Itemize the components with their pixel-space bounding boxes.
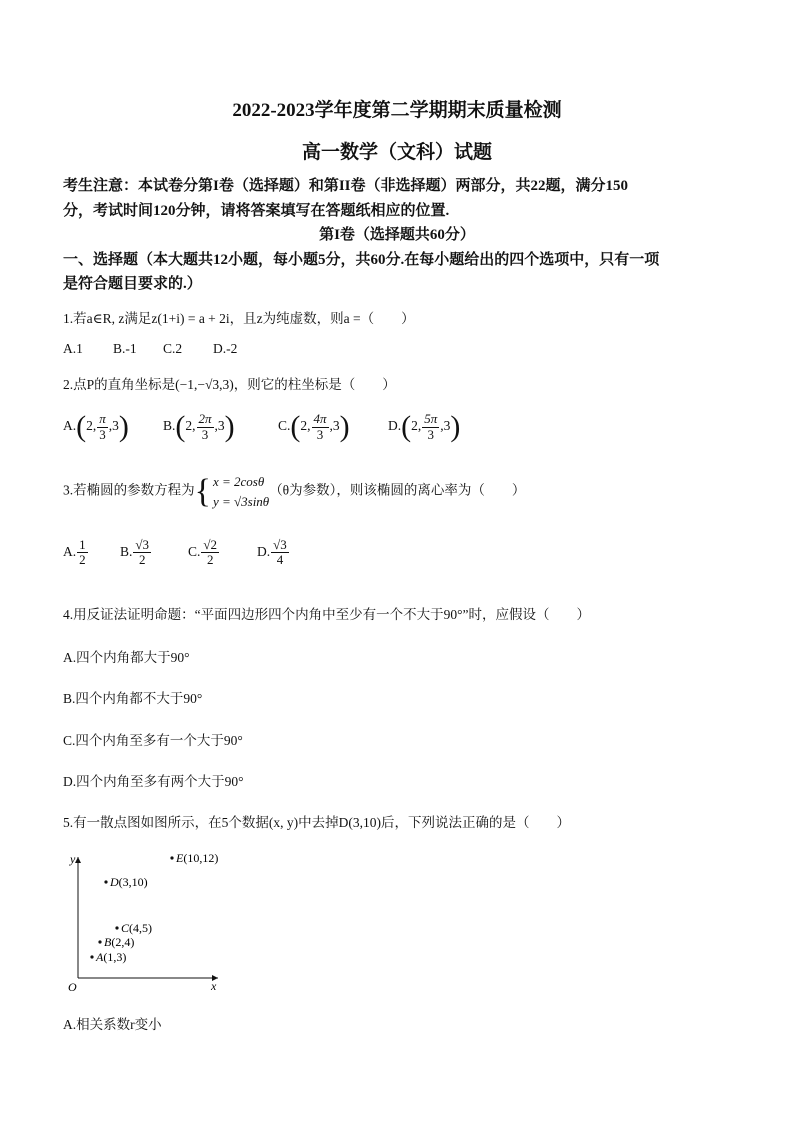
q3-option-a: A. $\frac{1}{2}$ <box>63 537 86 568</box>
q3-option-b: B. $\frac{√3}{2}$ <box>120 537 150 568</box>
y-axis-label: y <box>70 852 76 866</box>
q1-option-d: D.-2 <box>213 341 238 356</box>
origin-label: O <box>68 980 77 994</box>
notice-line-2: 分，考试时间120分钟，请将答案填写在答题纸相应的位置. <box>63 203 450 219</box>
page-subtitle: 高一数学（文科）试题 <box>301 142 492 163</box>
q2-option-b: B.(2, $\frac{2\pi}{3}$ ,3) <box>163 410 235 443</box>
q1-option-a: A.1 <box>63 341 83 356</box>
scatter-point-label-d: D(3,10) <box>110 875 148 889</box>
scatter-point-label-b: B(2,4) <box>104 935 135 949</box>
scatter-plot <box>60 845 240 995</box>
scatter-point-a <box>90 955 93 958</box>
section-title: 第I卷（选择题共60分） <box>319 227 475 243</box>
scatter-point-c <box>115 926 118 929</box>
q4-option-b: B.四个内角都不大于90° <box>63 691 203 706</box>
scatter-point-d <box>104 880 107 883</box>
q4-stem: 4.用反证法证明命题：“平面四边形四个内角中至少有一个不大于90°”时，应假设（ ） <box>63 607 591 622</box>
q2-option-c: C.(2, $\frac{4\pi}{3}$ ,3) <box>278 410 350 443</box>
x-axis-label: x <box>211 979 217 993</box>
q3-stem: 3.若椭圆的参数方程为 { x = 2cosθ y = √3sinθ （θ为参数），则该椭圆的离心率为（ ） <box>63 472 526 510</box>
section-intro-line-2: 是符合题目要求的.） <box>63 276 202 292</box>
q5-stem: 5.有一散点图如图所示，在5个数据(x, y)中去掉D(3,10)后，下列说法正确的是（ ） <box>63 815 570 830</box>
q2-option-a: A.(2, $\frac{\pi}{3}$ ,3) <box>63 410 129 443</box>
q3-equation-system: { x = 2cosθ y = √3sinθ <box>194 472 270 510</box>
scatter-point-label-a: A(1,3) <box>96 950 127 964</box>
q5-option-a: A.相关系数r变小 <box>63 1017 162 1032</box>
q2-option-d: D.(2, $\frac{5\pi}{3}$ ,3) <box>388 410 461 443</box>
q1-option-c: C.2 <box>163 341 183 356</box>
scatter-point-b <box>98 940 101 943</box>
q2-stem: 2.点P的直角坐标是(−1,−√3,3)，则它的柱坐标是（ ） <box>63 377 396 392</box>
q1-option-b: B.-1 <box>113 341 137 356</box>
q4-option-d: D.四个内角至多有两个大于90° <box>63 774 244 789</box>
section-intro-line-1: 一、选择题（本大题共12小题，每小题5分，共60分.在每小题给出的四个选项中，只有一项 <box>63 252 660 268</box>
q4-option-a: A.四个内角都大于90° <box>63 650 190 665</box>
page-title: 2022-2023学年度第二学期期末质量检测 <box>232 100 562 121</box>
q3-option-c: C. $\frac{√2}{2}$ <box>188 537 218 568</box>
scatter-point-e <box>170 856 173 859</box>
q1-stem: 1.若a∈R, z满足z(1+i) = a + 2i，且z为纯虚数，则a =（ ） <box>63 311 415 326</box>
q4-option-c: C.四个内角至多有一个大于90° <box>63 733 243 748</box>
q3-option-d: D. $\frac{√3}{4}$ <box>257 537 287 568</box>
notice-line-1: 考生注意：本试卷分第I卷（选择题）和第II卷（非选择题）两部分，共22题，满分150 <box>63 178 629 194</box>
scatter-point-label-c: C(4,5) <box>121 921 153 935</box>
scatter-point-label-e: E(10,12) <box>176 851 219 865</box>
